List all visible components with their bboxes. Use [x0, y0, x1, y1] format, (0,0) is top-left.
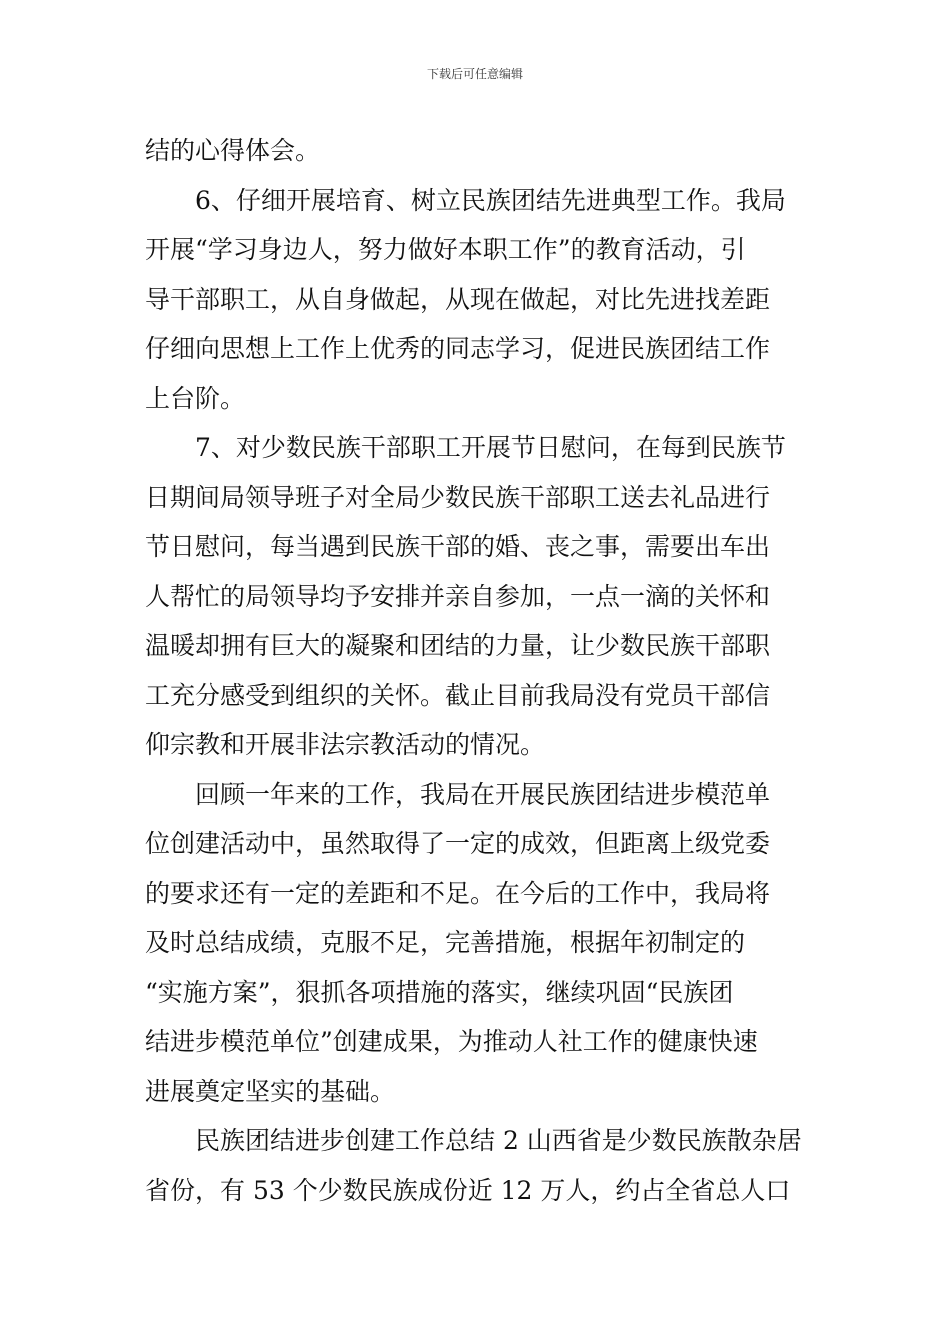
paragraph-line: 导干部职工，从自身做起，从现在做起，对比先进找差距: [145, 284, 771, 314]
paragraph-line: 上台阶。: [145, 383, 246, 413]
paragraph-line: 6、仔细开展培育、树立民族团结先进典型工作。我局: [195, 185, 786, 215]
paragraph-line: 温暖却拥有巨大的凝聚和团结的力量，让少数民族干部职: [145, 631, 771, 660]
paragraph-line: 开展“学习身边人，努力做好本职工作”的教育活动，引: [145, 235, 746, 264]
paragraph-line: 7、对少数民族干部职工开展节日慰问，在每到民族节: [195, 433, 786, 462]
page-header: 下载后可任意编辑: [426, 67, 523, 81]
paragraph-line: 回顾一年来的工作，我局在开展民族团结进步模范单: [195, 779, 771, 809]
paragraph-line: 仔细向思想上工作上优秀的同志学习，促进民族团结工作: [145, 334, 771, 363]
paragraph-line: 人帮忙的局领导均予安排并亲自参加，一点一滴的关怀和: [145, 581, 771, 611]
paragraph-line: 工充分感受到组织的关怀。截止目前我局没有党员干部信: [145, 680, 771, 710]
paragraph-line: 及时总结成绩，克服不足，完善措施，根据年初制定的: [145, 928, 746, 957]
paragraph-line: 日期间局领导班子对全局少数民族干部职工送去礼品进行: [145, 482, 771, 512]
document-body: [145, 126, 810, 1215]
paragraph-line: 省份，有 53 个少数民族成份近 12 万人，约占全省总人口: [145, 1175, 791, 1205]
paragraph: [145, 423, 810, 770]
paragraph: [145, 176, 810, 424]
paragraph-line: 结进步模范单位”创建成果，为推动人社工作的健康快速: [145, 1027, 758, 1056]
paragraph-line: 位创建活动中，虽然取得了一定的成效，但距离上级党委: [145, 829, 771, 858]
paragraph-line: 结的心得体会。: [145, 136, 321, 165]
paragraph: [145, 770, 810, 1117]
paragraph-line: “实施方案”，狠抓各项措施的落实，继续巩固“民族团: [145, 977, 734, 1007]
paragraph-line: 仰宗教和开展非法宗教活动的情况。: [145, 730, 546, 759]
paragraph-line: 节日慰问，每当遇到民族干部的婚、丧之事，需要出车出: [145, 532, 771, 561]
paragraph-line: 进展奠定坚实的基础。: [145, 1076, 396, 1106]
paragraph-line: 民族团结进步创建工作总结 2 山西省是少数民族散杂居: [195, 1126, 802, 1155]
paragraph: [145, 1116, 810, 1215]
paragraph: [145, 126, 810, 176]
paragraph-line: 的要求还有一定的差距和不足。在今后的工作中，我局将: [145, 878, 771, 908]
